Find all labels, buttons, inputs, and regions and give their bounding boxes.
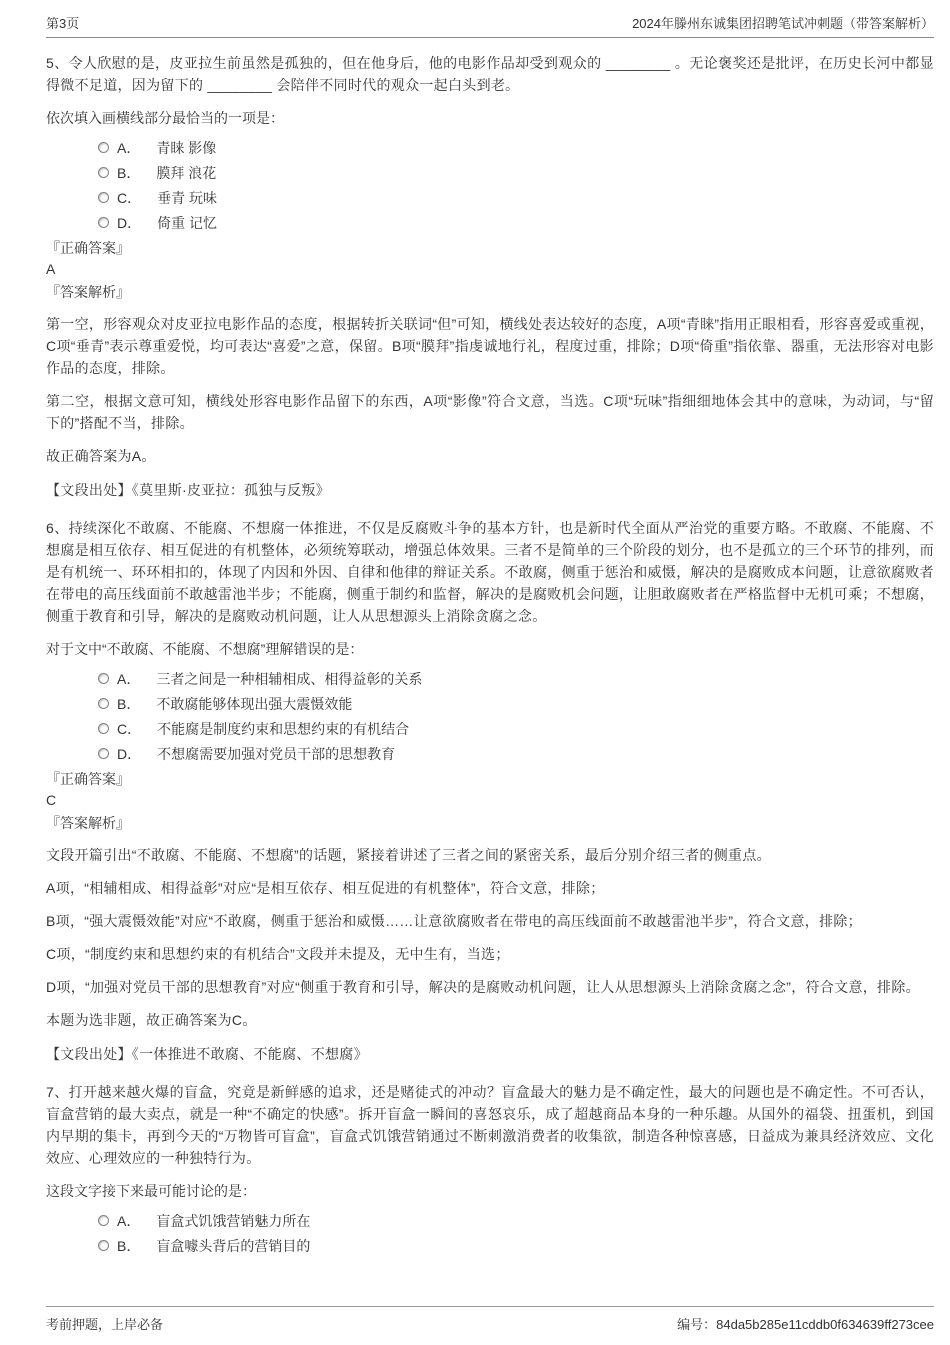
correct-answer-label: 『正确答案』 <box>46 240 130 256</box>
source-line: 【文段出处】《莫里斯·皮亚拉：孤独与反叛》 <box>46 482 330 498</box>
correct-answer-label: 『正确答案』 <box>46 771 130 787</box>
radio-unchecked-icon[interactable] <box>98 748 109 759</box>
question-5 <box>46 52 934 501</box>
question-prompt: 这段文字接下来最可能讨论的是： <box>46 1183 256 1199</box>
option-key: C． <box>117 189 142 206</box>
option-key: B． <box>117 164 141 181</box>
option-key: A． <box>117 139 141 156</box>
option-key: B． <box>117 695 141 712</box>
radio-unchecked-icon[interactable] <box>98 1240 109 1251</box>
option-text: 青睐 影像 <box>156 139 217 156</box>
option-5-d[interactable] <box>46 210 934 235</box>
source-line: 【文段出处】《一体推进不敢腐、不能腐、不想腐》 <box>46 1046 368 1062</box>
radio-unchecked-icon[interactable] <box>98 167 109 178</box>
analysis-paragraph: C项，“制度约束和思想约束的有机结合”文段并未提及，无中生有，当选； <box>46 946 510 962</box>
options-group <box>46 1208 934 1258</box>
correct-answer-value: A <box>46 261 56 277</box>
option-key: A． <box>117 1212 141 1229</box>
option-key: A． <box>117 670 141 687</box>
analysis-paragraph: B项，“强大震慑效能”对应“不敢腐，侧重于惩治和威慑……让意欲腐败者在带电的高压线面前不敢越雷池半步”，符合文意，排除； <box>46 913 862 929</box>
footer-serial-number: 编号：84da5b285e11cddb0f634639ff273cee <box>677 1317 934 1332</box>
option-5-c[interactable] <box>46 185 934 210</box>
analysis-paragraph: A项，“相辅相成、相得益彰”对应“是相互依存、相互促进的有机整体”，符合文意，排除； <box>46 880 605 896</box>
options-group <box>46 135 934 235</box>
analysis-paragraph: D项，“加强对党员干部的思想教育”对应“侧重于教育和引导，解决的是腐败动机问题，让人从思想源头上消除贪腐之念”，符合文意，排除。 <box>46 979 920 995</box>
option-key: D． <box>117 214 142 231</box>
option-key: D． <box>117 745 142 762</box>
question-stem: 7、打开越来越火爆的盲盒，究竟是新鲜感的追求，还是赌徒式的冲动？盲盒最大的魅力是不确定性，最大的问题也是不确定性。不可否认，盲盒营销的最大卖点，就是一种“不确定的快感”。拆开盲盒一瞬间的喜怒哀乐，成了超越商品本身的一种乐趣。从国外的福袋、扭蛋机，到国内早期的集卡，再到今天的“万物皆可盲盒”，盲盒式饥饿营销通过不断刺激消费者的收集欲，制造各种惊喜感，日益成为兼具经济效应、文化效应、心理效应的一种独特行为。 <box>46 1084 934 1166</box>
option-6-a[interactable] <box>46 666 934 691</box>
radio-unchecked-icon[interactable] <box>98 142 109 153</box>
page-header <box>46 0 934 38</box>
footer-slogan: 考前押题，上岸必备 <box>46 1317 164 1332</box>
option-7-b[interactable] <box>46 1233 934 1258</box>
page-number: 第3页 <box>46 16 80 31</box>
option-6-c[interactable] <box>46 716 934 741</box>
document-title: 2024年滕州东诚集团招聘笔试冲刺题（带答案解析） <box>632 16 934 31</box>
question-stem: 5、令人欣慰的是，皮亚拉生前虽然是孤独的，但在他身后，他的电影作品却受到观众的 ________ 。无论褒奖还是批评，在历史长河中都显得微不足道，因为留下的 ________ 会陪伴不同时代的观众一起白头到老。 <box>46 55 934 93</box>
question-stem: 6、持续深化不敢腐、不能腐、不想腐一体推进，不仅是反腐败斗争的基本方针，也是新时代全面从严治党的重要方略。不敢腐、不能腐、不想腐是相互依存、相互促进的有机整体，必须统筹联动，增强总体效果。三者不是简单的三个阶段的划分，也不是孤立的三个环节的排列，而是有机统一、环环相扣的，体现了内因和外因、自律和他律的辩证关系。不敢腐，侧重于惩治和威慑，解决的是腐败成本问题，让意欲腐败者在带电的高压线面前不敢越雷池半步；不能腐，侧重于制约和监督，解决的是腐败机会问题，让胆敢腐败者在严格监督中无机可乘；不想腐，侧重于教育和引导，解决的是腐败动机问题，让人从思想源头上消除贪腐之念。 <box>46 520 934 624</box>
radio-unchecked-icon[interactable] <box>98 217 109 228</box>
question-prompt: 对于文中“不敢腐、不能腐、不想腐”理解错误的是： <box>46 641 364 657</box>
correct-answer-value: C <box>46 792 57 808</box>
options-group <box>46 666 934 766</box>
analysis-conclusion: 故正确答案为A。 <box>46 448 156 464</box>
option-7-a[interactable] <box>46 1208 934 1233</box>
option-key: C． <box>117 720 142 737</box>
option-text: 盲盒噱头背后的营销目的 <box>156 1237 311 1254</box>
analysis-paragraph: 第二空，根据文意可知，横线处形容电影作品留下的东西，A项“影像”符合文意，当选。C项“玩味”指细细地体会其中的意味，为动词，与“留下的”搭配不当，排除。 <box>46 393 934 431</box>
analysis-paragraph: 第一空，形容观众对皮亚拉电影作品的态度，根据转折关联词“但”可知，横线处表达较好的态度，A项“青睐”指用正眼相看，形容喜爱或重视，C项“垂青”表示尊重爱悦，均可表达“喜爱”之意，保留。B项“膜拜”指虔诚地行礼，程度过重，排除；D项“倚重”指依靠、器重，无法形容对电影作品的态度，排除。 <box>46 316 934 376</box>
analysis-conclusion: 本题为选非题，故正确答案为C。 <box>46 1012 257 1028</box>
option-text: 不能腐是制度约束和思想约束的有机结合 <box>157 720 410 737</box>
option-text: 垂青 玩味 <box>157 189 218 206</box>
analysis-paragraph: 文段开篇引出“不敢腐、不能腐、不想腐”的话题，紧接着讲述了三者之间的紧密关系，最后分别介绍三者的侧重点。 <box>46 847 771 863</box>
radio-unchecked-icon[interactable] <box>98 192 109 203</box>
radio-unchecked-icon[interactable] <box>98 1215 109 1226</box>
option-text: 不敢腐能够体现出强大震慑效能 <box>156 695 353 712</box>
document-body <box>46 52 934 1258</box>
option-text: 膜拜 浪花 <box>156 164 217 181</box>
analysis-label: 『答案解析』 <box>46 815 130 831</box>
option-6-b[interactable] <box>46 691 934 716</box>
option-text: 三者之间是一种相辅相成、相得益彰的关系 <box>156 670 423 687</box>
option-text: 倚重 记忆 <box>157 214 218 231</box>
question-6 <box>46 517 934 1065</box>
option-5-a[interactable] <box>46 135 934 160</box>
option-text: 盲盒式饥饿营销魅力所在 <box>156 1212 311 1229</box>
option-key: B． <box>117 1237 141 1254</box>
option-6-d[interactable] <box>46 741 934 766</box>
radio-unchecked-icon[interactable] <box>98 673 109 684</box>
question-7 <box>46 1081 934 1258</box>
question-prompt: 依次填入画横线部分最恰当的一项是： <box>46 110 284 126</box>
option-5-b[interactable] <box>46 160 934 185</box>
option-text: 不想腐需要加强对党员干部的思想教育 <box>157 745 396 762</box>
radio-unchecked-icon[interactable] <box>98 723 109 734</box>
radio-unchecked-icon[interactable] <box>98 698 109 709</box>
page-footer <box>46 1306 934 1333</box>
analysis-label: 『答案解析』 <box>46 284 130 300</box>
